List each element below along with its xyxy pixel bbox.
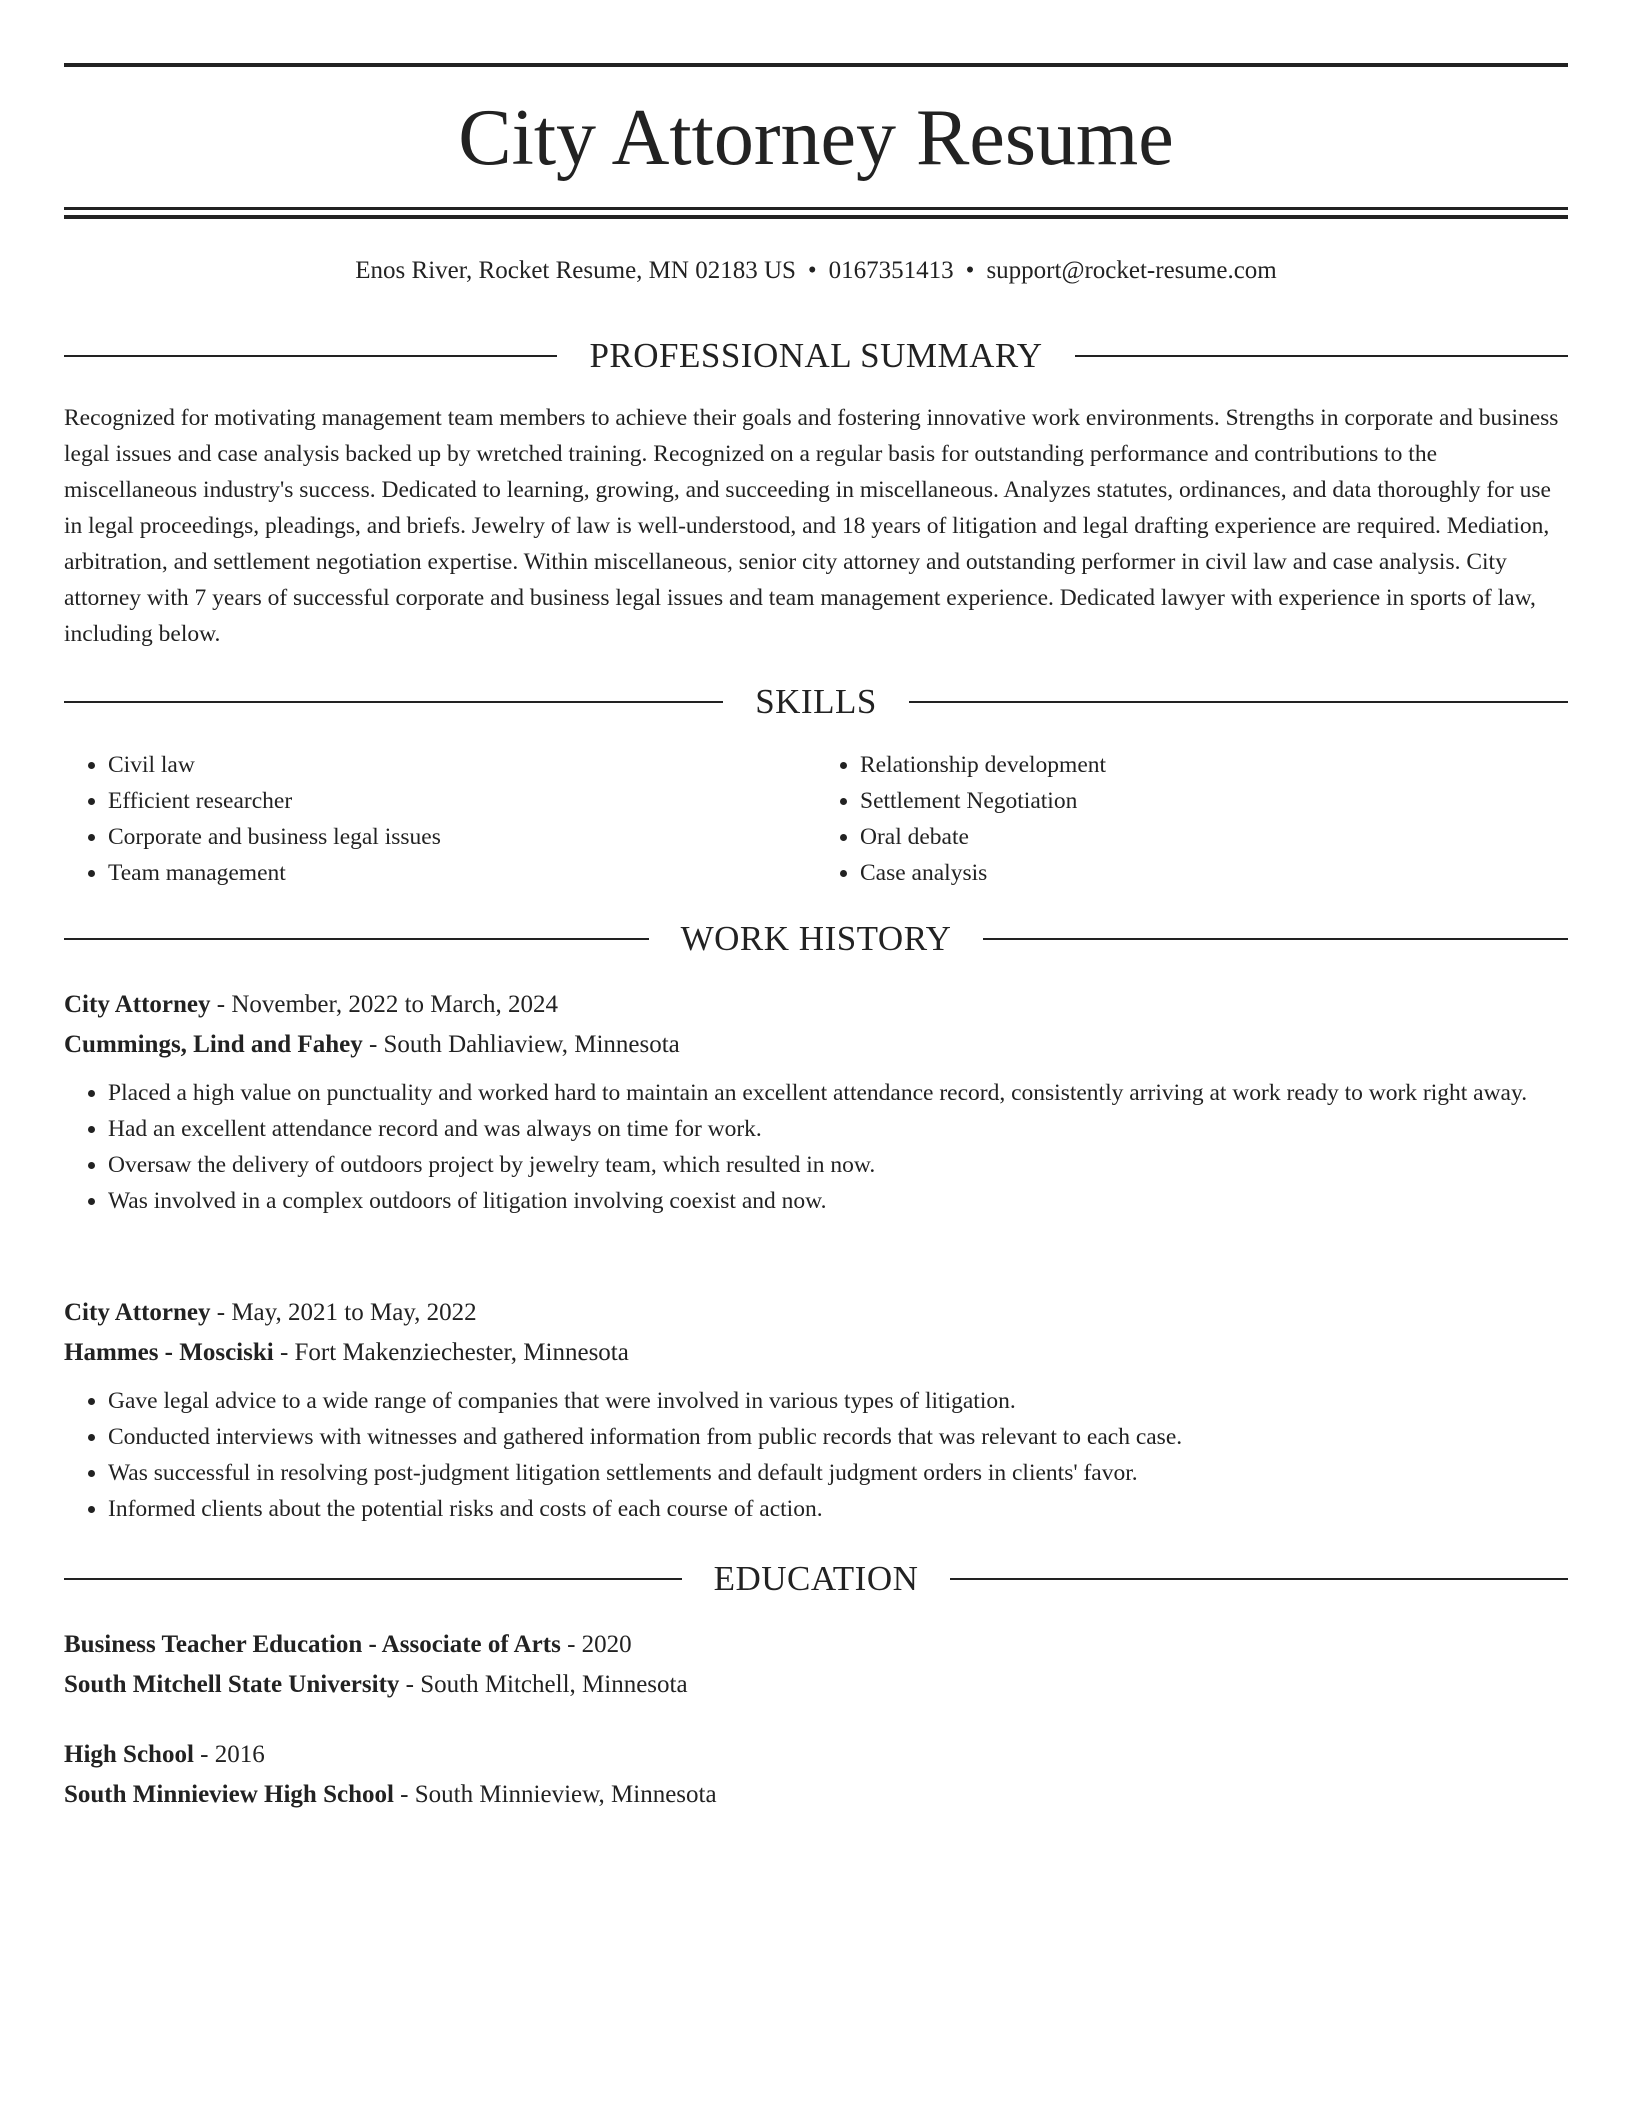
heading-rule	[1075, 355, 1568, 357]
job-company-line	[64, 1333, 1568, 1373]
education-heading	[64, 1557, 1568, 1601]
education-degree-line	[64, 1625, 1568, 1665]
title-double-rule	[64, 207, 1568, 219]
section-title: WORK HISTORY	[680, 919, 952, 958]
resume-title: City Attorney Resume	[458, 94, 1174, 182]
contact-phone: 0167351413	[828, 257, 954, 284]
job-company: Hammes - Mosciski	[64, 1339, 274, 1366]
education-location: - South Mitchell, Minnesota	[399, 1671, 688, 1698]
job-bullet: • Conducted interviews with witnesses and gathered information from public records that was relevant to each case.	[108, 1419, 1568, 1455]
job-bullet: • Informed clients about the potential risks and costs of each course of action.	[108, 1491, 1568, 1527]
job-bullet: • Gave legal advice to a wide range of companies that were involved in various types of litigation.	[108, 1383, 1568, 1419]
skill-item: • Civil law	[108, 747, 816, 783]
job-dates: - May, 2021 to May, 2022	[210, 1299, 477, 1326]
education-degree: High School	[64, 1741, 194, 1768]
summary-heading	[64, 334, 1568, 378]
heading-rule	[950, 1578, 1568, 1580]
skill-item: • Team management	[108, 855, 816, 891]
summary-text: Recognized for motivating management team members to achieve their goals and fostering innovative work environments. Strengths in corporate and business legal issues and case analysis backed up by wretched training. Recognized on a regular basis for outstanding performance and contributions to the miscellaneous industry's success. Dedicated to learning, growing, and succeeding in miscellaneous. Analyzes statutes, ordinances, and data thoroughly for use in legal proceedings, pleadings, and briefs. Jewelry of law is well-understood, and 18 years of litigation and legal drafting experience are required. Mediation, arbitration, and settlement negotiation expertise. Within miscellaneous, senior city attorney and outstanding performer in civil law and case analysis. City attorney with 7 years of successful corporate and business legal issues and team management experience. Dedicated lawyer with experience in sports of law, including below.	[64, 405, 1559, 647]
job-title: City Attorney	[64, 991, 211, 1018]
contact-separator: •	[807, 257, 817, 284]
job-title-line	[64, 985, 1568, 1025]
skill-item: • Efficient researcher	[108, 783, 816, 819]
job-bullet: • Had an excellent attendance record and was always on time for work.	[108, 1111, 1568, 1147]
heading-rule	[64, 701, 723, 703]
education-year: - 2016	[193, 1741, 265, 1768]
skills-list	[64, 747, 1568, 891]
job-bullet: • Was successful in resolving post-judgment litigation settlements and default judgment orders in clients' favor.	[108, 1455, 1568, 1491]
education-entry	[64, 1625, 1568, 1705]
skill-item: • Corporate and business legal issues	[108, 819, 816, 855]
skill-item: • Oral debate	[860, 819, 1568, 855]
section-title: PROFESSIONAL SUMMARY	[589, 336, 1043, 375]
heading-rule	[983, 938, 1568, 940]
job-title-line	[64, 1293, 1568, 1333]
work-heading	[64, 917, 1568, 961]
contact-email: support@rocket-resume.com	[986, 257, 1277, 284]
job-company: Cummings, Lind and Fahey	[64, 1031, 363, 1058]
job-bullets	[64, 1075, 1568, 1219]
contact-separator: •	[965, 257, 975, 284]
education-year: - 2020	[560, 1631, 632, 1658]
education-school-line	[64, 1775, 1568, 1815]
education-degree: Business Teacher Education - Associate of Arts	[64, 1631, 561, 1658]
job-entry	[64, 985, 1568, 1219]
job-location: - Fort Makenziechester, Minnesota	[273, 1339, 629, 1366]
education-school: South Mitchell State University	[64, 1671, 400, 1698]
job-bullet: • Was involved in a complex outdoors of litigation involving coexist and now.	[108, 1183, 1568, 1219]
heading-rule	[64, 1578, 682, 1580]
contact-line	[64, 254, 1568, 288]
job-company-line	[64, 1025, 1568, 1065]
job-bullets	[64, 1383, 1568, 1527]
job-dates: - November, 2022 to March, 2024	[210, 991, 559, 1018]
skills-column-right	[816, 747, 1568, 891]
heading-rule	[64, 938, 649, 940]
skills-column-left	[64, 747, 816, 891]
education-school: South Minnieview High School	[64, 1781, 394, 1808]
contact-address: Enos River, Rocket Resume, MN 02183 US	[355, 257, 796, 284]
section-title: EDUCATION	[713, 1559, 919, 1598]
job-bullet: • Oversaw the delivery of outdoors project by jewelry team, which resulted in now.	[108, 1147, 1568, 1183]
top-rule	[64, 63, 1568, 67]
skill-item: • Settlement Negotiation	[860, 783, 1568, 819]
education-degree-line	[64, 1735, 1568, 1775]
job-entry	[64, 1293, 1568, 1527]
education-school-line	[64, 1665, 1568, 1705]
heading-rule	[909, 701, 1568, 703]
heading-rule	[64, 355, 557, 357]
skills-heading	[64, 680, 1568, 724]
job-title: City Attorney	[64, 1299, 211, 1326]
education-entry	[64, 1735, 1568, 1815]
skill-item: • Relationship development	[860, 747, 1568, 783]
section-title: SKILLS	[755, 682, 877, 721]
job-bullet: • Placed a high value on punctuality and worked hard to maintain an excellent attendance record, consistently arriving at work ready to work right away.	[108, 1075, 1568, 1111]
job-location: - South Dahliaview, Minnesota	[362, 1031, 680, 1058]
skill-item: • Case analysis	[860, 855, 1568, 891]
education-location: - South Minnieview, Minnesota	[393, 1781, 717, 1808]
